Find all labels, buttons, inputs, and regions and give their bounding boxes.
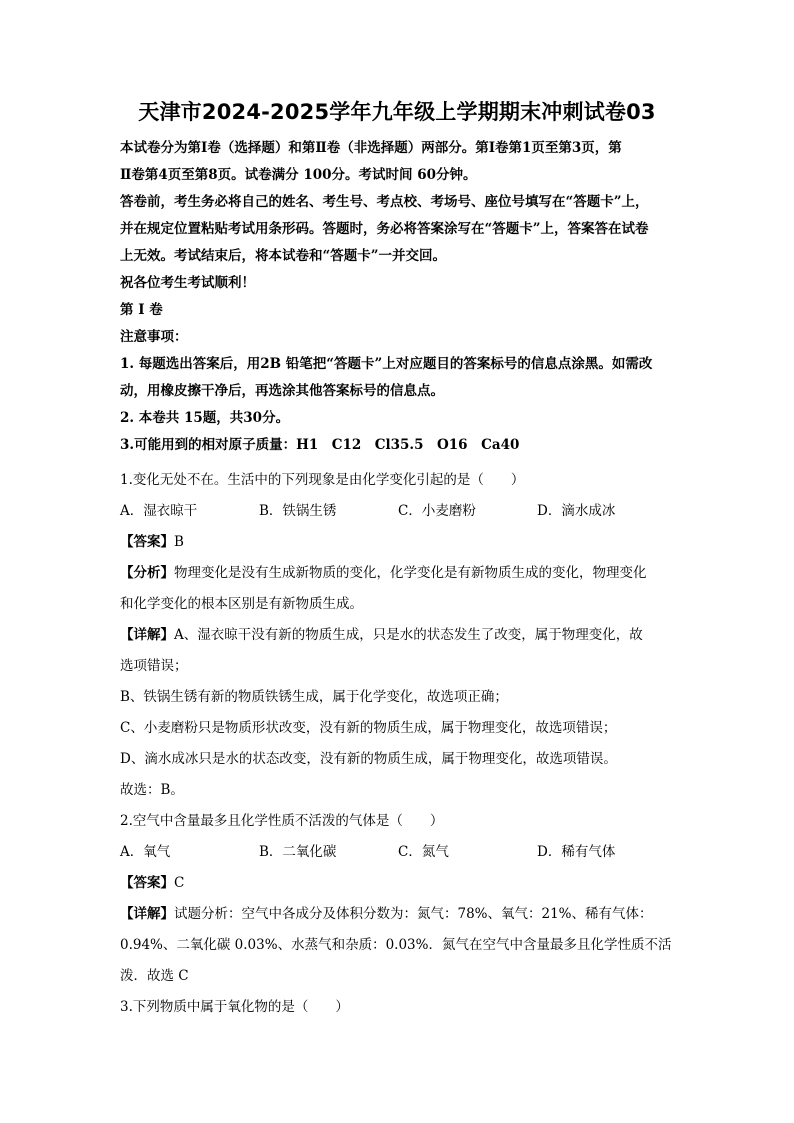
question-1-detail [120,620,678,651]
instruction-line: 上无效。考试结束后，将本试卷和“答题卡”一并交回。 [120,248,447,264]
page-title: 天津市2024-2025学年九年级上学期期末冲刺试卷03 [138,100,656,124]
detail-line: 故选：B。 [120,782,184,798]
instruction-line: 并在规定位置粘贴考试用条形码。答题时，务必将答案涂写在“答题卡”上，答案答在试卷 [120,221,649,237]
option-a: A．湿衣晾干 [120,503,198,519]
instruction-line: 答卷前，考生务必将自己的姓名、考生号、考点校、考场号、座位号填写在“答题卡”上， [120,194,649,210]
detail-line: 泼．故选 C [120,968,189,984]
instruction-line: 本试卷分为第Ⅰ卷（选择题）和第Ⅱ卷（非选择题）两部分。第Ⅰ卷第1页至第3页，第 [120,140,622,156]
question-2-detail [120,899,678,930]
answer-value: C [174,875,185,891]
detail-line: B、铁锅生锈有新的物质铁锈生成，属于化学变化，故选项正确； [120,689,508,705]
question-1-analysis-cont: 和化学变化的根本区别是有新物质生成。 [120,596,363,612]
question-2-answer [120,868,678,899]
option-b: B．铁锅生锈 [259,503,337,519]
instruction-line: 祝各位考生考试顺利！ [120,275,255,291]
question-2-stem: 2.空气中含量最多且化学性质不活泼的气体是（ ） [120,813,444,829]
analysis-tag: 【分析】 [120,565,174,581]
question-list [120,465,678,1023]
notice-item: 2. 本卷共 15题，共30分。 [120,410,290,426]
question-1-answer [120,527,678,558]
detail-tag: 【详解】 [120,627,174,643]
question-1-analysis [120,558,678,589]
option-a: A．氧气 [120,844,171,860]
section-heading: 第 Ⅰ 卷 [120,302,163,318]
notice-item: 3.可能用到的相对原子质量：H1 C12 Cl35.5 O16 Ca40 [120,437,520,453]
option-c: C．小麦磨粉 [398,503,476,519]
detail-text: A、湿衣晾干没有新的物质生成，只是水的状态发生了改变，属于物理变化，故 [174,627,643,643]
instruction-line: Ⅱ卷第4页至第8页。试卷满分 100分。考试时间 60分钟。 [120,167,477,183]
answer-value: B [174,534,184,550]
detail-line: 选项错误； [120,658,188,674]
option-c: C．氮气 [398,844,449,860]
option-b: B．二氧化碳 [259,844,337,860]
notice-heading: 注意事项： [120,329,188,345]
question-1-options [120,496,678,527]
notice-item: 动，用橡皮擦干净后，再选涂其他答案标号的信息点。 [120,383,444,399]
question-1-stem: 1.变化无处不在。生活中的下列现象是由化学变化引起的是（ ） [120,472,525,488]
answer-tag: 【答案】 [120,534,174,550]
detail-line: C、小麦磨粉只是物质形状改变，没有新的物质生成，属于物理变化，故选项错误； [120,720,617,736]
detail-tag: 【详解】 [120,906,174,922]
option-d: D．稀有气体 [537,844,616,860]
notice-item: 1. 每题选出答案后，用2B 铅笔把“答题卡”上对应题目的答案标号的信息点涂黑。如需改 [120,356,653,372]
question-3-stem: 3.下列物质中属于氧化物的是（ ） [120,999,349,1015]
exam-instructions [120,135,678,459]
detail-line: D、滴水成冰只是水的状态改变，没有新的物质生成，属于物理变化，故选项错误。 [120,751,617,767]
detail-line: 0.94%、二氧化碳 0.03%、水蒸气和杂质：0.03%．氮气在空气中含量最多且化学性质不活 [120,937,672,953]
analysis-text: 物理变化是没有生成新物质的变化，化学变化是有新物质生成的变化，物理变化 [174,565,647,581]
option-d: D．滴水成冰 [537,503,616,519]
answer-tag: 【答案】 [120,875,174,891]
question-2-options [120,837,678,868]
detail-text: 试题分析：空气中各成分及体积分数为：氮气：78%、氧气：21%、稀有气体： [174,906,653,922]
